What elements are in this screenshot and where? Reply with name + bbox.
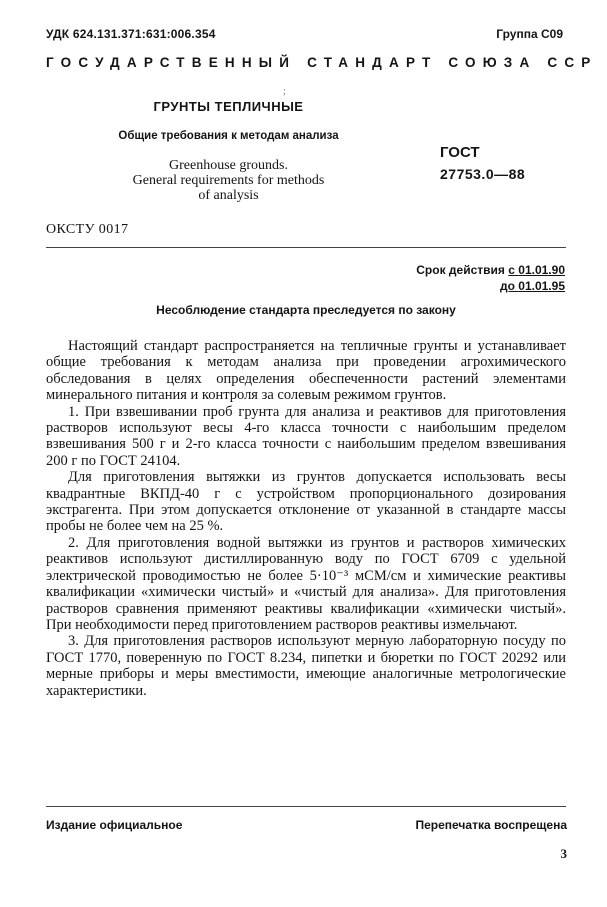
validity-period	[416, 262, 565, 294]
document-subtitle: Общие требования к методам анализа	[118, 130, 339, 142]
english-title-line-1: Greenhouse grounds.	[169, 158, 288, 173]
noncompliance-notice: Несоблюдение стандарта преследуется по закону	[156, 303, 456, 317]
validity-to: до 01.01.95	[499, 279, 565, 293]
scan-mark: ;	[283, 86, 286, 97]
paragraph-intro: Настоящий стандарт распространяется на тепличные грунты и устанавливает общие требования к методам анализа при проведении агрохимического обследования в целях определения обеспеченности растений элементами минерального питания и контроля за солевым режимом грунтов.	[46, 338, 566, 404]
group-code: Группа С09	[496, 27, 563, 41]
gost-label: ГОСТ	[440, 144, 480, 161]
udk-code: УДК 624.131.371:631:006.354	[46, 27, 216, 41]
paragraph-3: 3. Для приготовления растворов используют мерную лабораторную посуду по ГОСТ 1770, поверенную по ГОСТ 8.234, пипетки и бюретки по ГОСТ 20292 или мерные приборы и меры вместимости, имеющие аналогичные метрологические характеристики.	[46, 633, 566, 699]
english-title	[46, 158, 411, 203]
reprint-prohibited: Перепечатка воспрещена	[415, 818, 567, 832]
document-body	[46, 338, 566, 699]
paragraph-1-cont: Для приготовления вытяжки из грунтов допускается использовать весы квадрантные ВКПД-40 г с устройством пропорционального дозирования экстрагента. При этом допускается отклонение от указанной в стандарте массы пробы не более чем на 25 %.	[46, 469, 566, 535]
document-title: ГРУНТЫ ТЕПЛИЧНЫЕ	[153, 99, 304, 114]
validity-from: с 01.01.90	[508, 263, 565, 277]
top-divider	[46, 247, 566, 248]
english-title-line-2: General requirements for methods	[132, 173, 325, 188]
official-edition: Издание официальное	[46, 818, 183, 832]
english-title-line-3: of analysis	[198, 188, 259, 203]
validity-label: Срок действия	[416, 263, 505, 277]
validity-from-line	[416, 262, 565, 278]
gost-number: 27753.0—88	[440, 166, 526, 182]
paragraph-1: 1. При взвешивании проб грунта для анализа и реактивов для приготовления растворов используют весы 4-го класса точности с наибольшим пределом взвешивания 500 г и 2-го класса точности с наибольшим пределом взвешивания 200 г по ГОСТ 24104.	[46, 403, 566, 469]
okstu-code: ОКСТУ 0017	[46, 222, 129, 237]
state-standard-banner: ГОСУДАРСТВЕННЫЙ СТАНДАРТ СОЮЗА ССР	[46, 55, 598, 70]
page-number: 3	[560, 846, 567, 861]
paragraph-2: 2. Для приготовления водной вытяжки из грунтов и растворов химических реактивов используют дистиллированную воду по ГОСТ 6709 с удельной электрической проводимостью не более 5·10⁻³ мСМ/см и химические реактивы квалификации «химически чистый» и «чистый для анализа». Для приготовления растворов сравнения применяют реактивы квалификации «химически чистый». При необходимости перед приготовлением растворов реактивы измельчают.	[46, 534, 566, 633]
bottom-divider	[46, 806, 566, 807]
